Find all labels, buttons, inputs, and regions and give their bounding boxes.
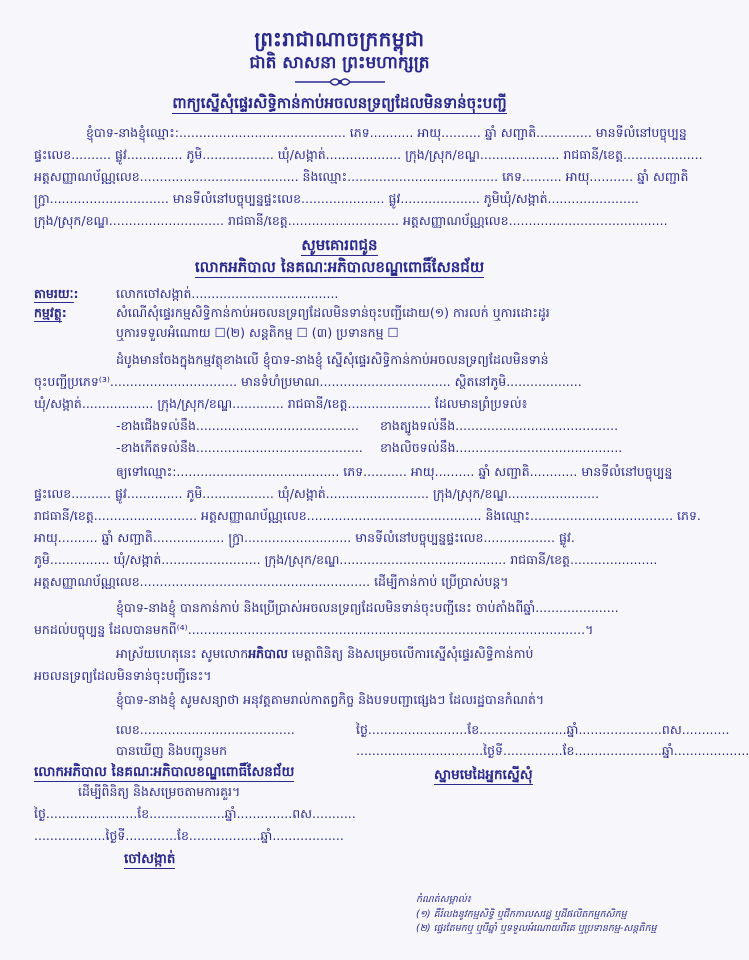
body-p1-line-2: ចុះបញ្ជីប្រភេទ⁽³⁾................................ មានទំហំប្រមាណ................................. ស្ថិតនៅភូមិ................... — [34, 374, 582, 389]
body-p2-line-1: ខ្ញុំបាទ-នាងខ្ញុំ បានកាន់កាប់ និងប្រើប្រាស់អចលនទ្រព្យដែលមិនទាន់ចុះបញ្ជីនេះ ចាប់តាំងពីឆ្នាំ..................... — [116, 600, 619, 615]
recipient-line-2: ផ្ទះលេខ.......... ផ្លូវ.............. ភូមិ.................. ឃុំ/សង្កាត់.......................... ក្រុង/ស្រុក/ខណ្ឌ....................... — [34, 486, 600, 501]
footnote-2: (២) ផ្ទេរតែមកឬ ឬបីឆ្នាំ ឬទទួលអំណោយពីគេ ឬប្រទានកម្ម-សន្តតិកម្ម — [416, 923, 657, 934]
authority-heading — [34, 763, 294, 783]
subject-line-1: សំណើសុំផ្ទេរកម្មសិទ្ធិកាន់កាប់អចលនទ្រព្យដែលមិនទាន់ចុះបញ្ជីដោយ(១) ការលក់ ឬការដោះដូរ — [116, 305, 550, 320]
form-title — [0, 94, 679, 116]
applicant-line-4: ក្រ្ជា.............................. មានទីលំនៅបច្ចុប្បន្នផ្ទះលេខ..................... ផ្លូវ.................... ភូមិឃុំ/សង្កាត់....................... — [34, 191, 639, 206]
subject-label-text: កម្មវត្ថុ — [34, 305, 62, 320]
footnote-1: (១) គឺរំលងនូវកម្មសិទ្ធិ ឬជីកកាលសរដ្ឋ ឬដីផលិតកម្មកសិកម្ម — [416, 909, 627, 920]
recipient-line-6: អត្តសញ្ញាណប័ណ្ណលេខ.......................................................... ដើម្បីកាន់កាប់ ប្រើប្រាស់បន្ត។ — [34, 574, 509, 589]
via-text: លោកចៅសង្កាត់..................................... — [116, 286, 339, 301]
subject-label: កម្មវត្ថុ: — [34, 305, 67, 320]
respectfully-text: សូមគោរពជូន — [301, 236, 378, 254]
recipient-line-5: ភូមិ............... ឃុំ/សង្កាត់......................... ក្រុង/ស្រុក/ខណ្ឌ.......................................... រាជធានី/ខេត្ត...................... — [34, 552, 658, 567]
p3-text-a: អាស្រ័យហេតុនេះ សូមលោក — [116, 646, 249, 661]
left-date-line-2: ..................ថ្ងៃទី.............ខែ..................ឆ្នាំ.................. — [34, 828, 344, 843]
applicant-line-5: ក្រុង/ស្រុក/ខណ្ឌ............................. រាជធានី/ខេត្ត............................ អត្តសញ្ញាណប័ណ្ណលេខ........................................ — [34, 213, 668, 228]
seen-and-forwarded: បានឃើញ និងបញ្ជូនមក — [116, 743, 228, 758]
ornament-divider-icon — [290, 75, 390, 89]
recipient-line-1: ឲ្យទៅឈ្មោះ:......................................... ភេទ........... អាយុ.......... ឆ្នាំ សញ្ជាតិ............ មានទីលំនៅបច្ចុប្បន្ន — [116, 464, 673, 479]
commune-chief-heading — [124, 850, 175, 870]
boundary-west: ខាងលិចទល់នឹង.......................................... — [380, 440, 623, 455]
national-motto: ជាតិ សាសនា ព្រះមហាក្សត្រ — [249, 53, 430, 73]
right-date-line-2: ................................ថ្ងៃទី...............ខែ......................ឆ្នាំ................... — [356, 743, 749, 758]
form-title-text: ពាក្យស្នើសុំផ្ទេរសិទ្ធិកាន់កាប់អចលនទ្រព្យដែលមិនទាន់ចុះបញ្ជី — [172, 94, 507, 112]
p3-text-c: មេត្តាពិនិត្យ និងសម្រេចលើការស្នើសុំផ្ទេរសិទ្ធិកាន់កាប់ — [287, 646, 534, 661]
body-p3-line-1 — [116, 646, 533, 665]
via-label: តាមរយៈ: — [34, 286, 79, 301]
recipient-line-4: អាយុ.......... ឆ្នាំ សញ្ជាតិ.................. ក្រ្ជា........................... មានទីលំនៅបច្ចុប្បន្នផ្ទះលេខ.................. ផ្លូវ. — [34, 530, 575, 545]
body-p4-line-1: ខ្ញុំបាទ-នាងខ្ញុំ សូមសន្យាថា អនុវត្តតាមរាល់កាតព្វកិច្ច និងបទបញ្ជាផ្សេងៗ ដែលរដ្ឋបានកំណត់។ — [116, 692, 545, 707]
authority-heading-text: លោកអភិបាល នៃគណៈអភិបាលខណ្ឌពោធិ៍សែនជ័យ — [34, 764, 295, 780]
footnote-heading: កំណត់សម្គាល់៖ — [416, 894, 471, 905]
body-p1-line-3: ឃុំ/សង្កាត់.................. ក្រុង/ស្រុក/ខណ្ឌ............. រាជធានី/ខេត្ត..................... ដែលមានព្រំប្រទល់៖ — [34, 396, 528, 411]
via-label-text: តាមរយៈ — [34, 286, 74, 301]
boundary-east: -ខាងកើតទល់នឹង.......................................... — [116, 440, 363, 455]
body-p3-line-2: អចលនទ្រព្យដែលមិនទាន់ចុះបញ្ជីនេះ។ — [34, 668, 212, 683]
applicant-line-3: អត្តសញ្ញាណប័ណ្ណលេខ........................................ និងឈ្មោះ...................................... ភេទ.......... អាយុ........... ឆ្នាំ សញ្ជាតិ — [34, 169, 689, 184]
addressee-text: លោកអភិបាល នៃគណៈអភិបាលខណ្ឌពោធិ៍សែនជ័យ — [194, 258, 485, 276]
kingdom-heading: ព្រះរាជាណាចក្រកម្ពុជា — [254, 27, 425, 51]
applicant-line-1: ខ្ញុំបាទ-នាងខ្ញុំឈ្មោះ:.......................................... ភេទ........... អាយុ.......... ឆ្នាំ សញ្ជាតិ.............. មានទីលំនៅបច្ចុប្បន្ន — [86, 125, 687, 140]
p3-text-governor: អភិបាល — [248, 646, 288, 661]
reference-number: លេខ....................................... — [116, 722, 295, 737]
boundary-south: ខាងត្បូងទល់នឹង......................................... — [380, 418, 619, 433]
right-date-line-1: ថ្ងៃ.........................ខែ......................ឆ្នាំ.....................ពស............ — [356, 722, 730, 737]
applicant-thumbprint-text: ស្នាមមេដៃអ្នកស្នើសុំ — [434, 767, 533, 783]
recipient-line-3: រាជធានី/ខេត្ត.......................... អត្តសញ្ញាណប័ណ្ណលេខ............................................ និងឈ្មោះ.................................... ភេទ. — [34, 508, 701, 523]
subject-line-2: ឬការទទួលអំណោយ ☐(២) សន្តតិកម្ម ☐ (៣) ប្រទានកម្ម ☐ — [116, 325, 399, 340]
boundary-north: -ខាងជើងទល់នឹង......................................... — [116, 418, 359, 433]
body-p1-line-1: ដំបូងមានចែងក្នុងកម្មវត្ថុខាងលើ ខ្ញុំបាទ-នាងខ្ញុំ ស្នើសុំផ្ទេរសិទ្ធិកាន់កាប់អចលនទ្រព្យដែលមិនទាន់ — [116, 352, 549, 367]
addressee-heading — [0, 258, 679, 280]
applicant-thumbprint-heading — [434, 766, 533, 786]
respectfully-heading — [0, 236, 679, 258]
review-purpose: ដើម្បីពិនិត្យ និងសម្រេចតាមការគួរ។ — [78, 784, 241, 799]
body-p2-line-2: មកដល់បច្ចុប្បន្ន ដែលបានមកពី⁽⁴⁾....................................................................................................។ — [34, 622, 594, 637]
commune-chief-text: ចៅសង្កាត់ — [124, 851, 176, 867]
left-date-line-1: ថ្ងៃ.......................ខែ...................ឆ្នាំ..............ពស........... — [34, 806, 356, 821]
applicant-line-2: ផ្ទះលេខ.......... ផ្លូវ.............. ភូមិ.................. ឃុំ/សង្កាត់................... ក្រុង/ស្រុក/ខណ្ឌ.................... រាជធានី/ខេត្ត.................... — [34, 147, 703, 162]
